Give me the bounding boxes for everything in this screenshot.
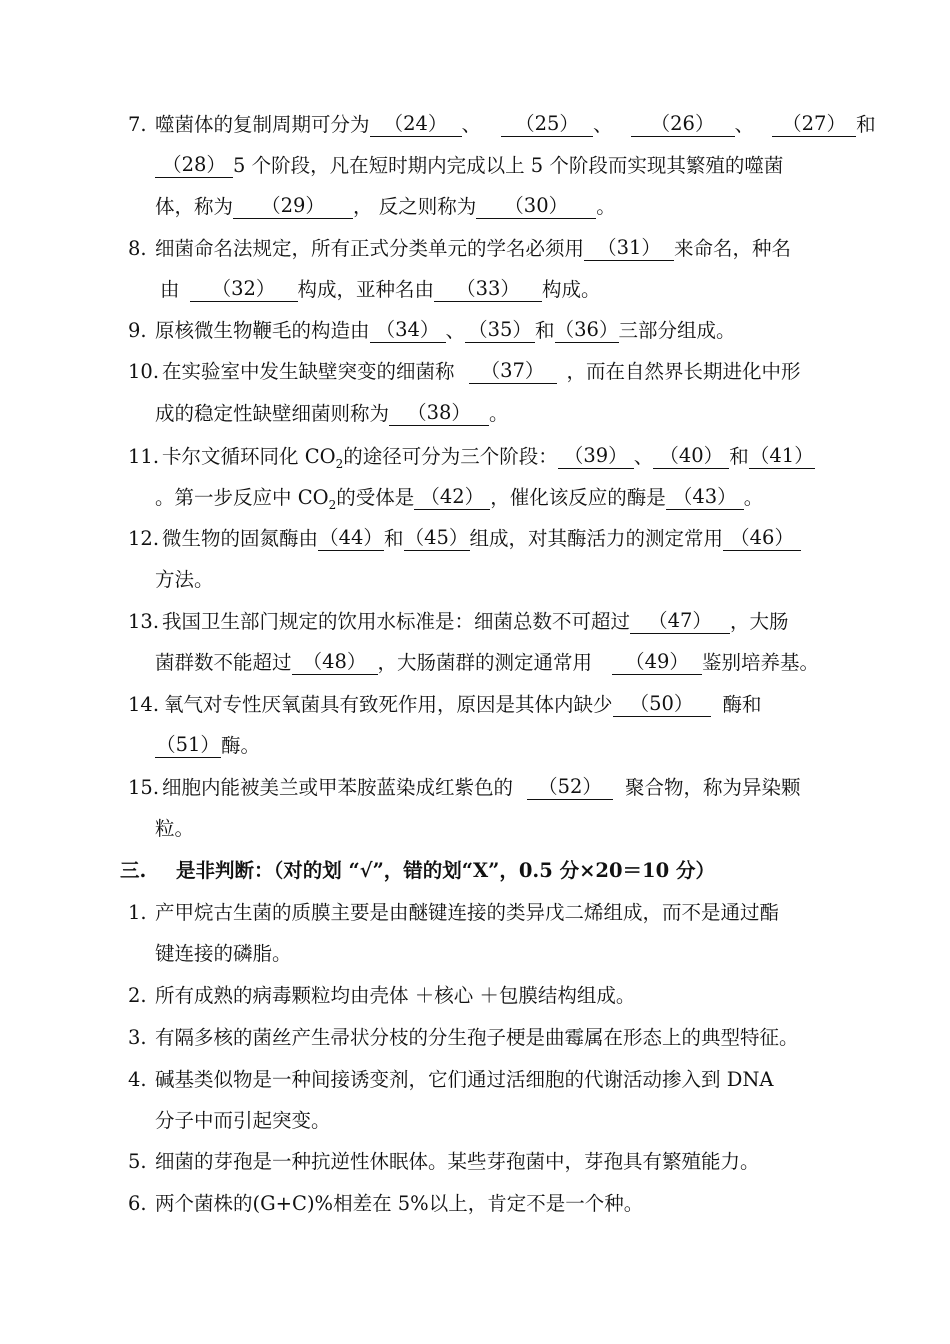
blank-25[interactable]: （25） xyxy=(501,109,593,137)
section3-number: 三. xyxy=(120,859,147,882)
blank-48[interactable]: （48） xyxy=(292,647,378,675)
blank-47[interactable]: （47） xyxy=(630,606,730,634)
tf-item-3: 3. 有隔多核的菌丝产生帚状分枝的分生孢子梗是曲霉属在形态上的典型特征。 xyxy=(0,1022,950,1054)
blank-28[interactable]: （28） xyxy=(155,150,233,178)
q15-line-1: 15. 细胞内能被美兰或甲苯胺蓝染成红紫色的 （52） 聚合物，称为异染颗 xyxy=(0,772,950,804)
q14-line-2: （51）酶。 xyxy=(0,730,950,762)
q15-number: 15. xyxy=(128,776,160,799)
tf-item-2: 2. 所有成熟的病毒颗粒均由壳体 ＋核心 ＋包膜结构组成。 xyxy=(0,980,950,1012)
tf-item-4: 4. 碱基类似物是一种间接诱变剂，它们通过活细胞的代谢活动掺入到 DNA xyxy=(0,1064,950,1096)
q12-line-1: 12. 微生物的固氮酶由（44）和（45）组成，对其酶活力的测定常用 （46） xyxy=(0,523,950,555)
blank-26[interactable]: （26） xyxy=(631,109,735,137)
blank-39[interactable]: （39） xyxy=(558,441,634,469)
q10-line-2: 成的稳定性缺壁细菌则称为 （38） 。 xyxy=(0,398,950,430)
blank-29[interactable]: （29） xyxy=(233,191,353,219)
blank-52[interactable]: （52） xyxy=(527,772,613,800)
tf-number: 4. xyxy=(128,1068,147,1091)
q14-number: 14. xyxy=(128,693,160,716)
blank-49[interactable]: （49） xyxy=(612,647,702,675)
tf-item-1-cont: 键连接的磷脂。 xyxy=(155,942,292,965)
q15-line-2: 粒。 xyxy=(155,817,195,840)
q10-line-1: 10. 在实验室中发生缺壁突变的细菌称 （37） ，而在自然界长期进化中形 xyxy=(0,356,950,388)
q14-line-1: 14. 氧气对专性厌氧菌具有致死作用，原因是其体内缺少 （50） 酶和 xyxy=(0,689,950,721)
tf-item-4-cont: 分子中而引起突变。 xyxy=(155,1109,331,1132)
q8-number: 8. xyxy=(128,237,147,260)
tf-item-1: 1. 产甲烷古生菌的质膜主要是由醚键连接的类异戊二烯组成，而不是通过酯 xyxy=(0,897,950,929)
blank-31[interactable]: （31） xyxy=(584,233,674,261)
blank-45[interactable]: （45） xyxy=(404,523,470,551)
q11-line-2: 。第一步反应中 $CO_2$的受体是 （42） ，催化该反应的酶是 （43） 。 xyxy=(0,482,950,514)
q12-line-2: 方法。 xyxy=(155,568,214,591)
q13-number: 13. xyxy=(128,610,160,633)
blank-41[interactable]: （41） xyxy=(749,441,815,469)
blank-40[interactable]: （40） xyxy=(653,441,729,469)
tf-number: 3. xyxy=(128,1026,147,1049)
q12-number: 12. xyxy=(128,527,160,550)
q8-line-2: 由 （32） 构成，亚种名由 （33） 构成。 xyxy=(0,274,950,306)
blank-37[interactable]: （37） xyxy=(469,356,557,384)
q7-number: 7. xyxy=(128,113,147,136)
blank-35[interactable]: （35） xyxy=(465,315,535,343)
blank-30[interactable]: （30） xyxy=(476,191,596,219)
tf-number: 6. xyxy=(128,1192,147,1215)
blank-38[interactable]: （38） xyxy=(389,398,489,426)
blank-32[interactable]: （32） xyxy=(190,274,298,302)
blank-42[interactable]: （42） xyxy=(414,482,490,510)
blank-24[interactable]: （24） xyxy=(370,109,462,137)
q9-number: 9. xyxy=(128,319,147,342)
blank-46[interactable]: （46） xyxy=(723,523,801,551)
q7-line-3: 体，称为 （29） ， 反之则称为 （30） 。 xyxy=(0,191,950,223)
q13-line-1: 13. 我国卫生部门规定的饮用水标准是：细菌总数不可超过 （47） ，大肠 xyxy=(0,606,950,638)
tf-number: 2. xyxy=(128,984,147,1007)
blank-50[interactable]: （50） xyxy=(613,689,711,717)
q8-line-1: 8. 细菌命名法规定，所有正式分类单元的学名必须用 （31） 来命名，种名 xyxy=(0,233,950,265)
tf-number: 5. xyxy=(128,1150,147,1173)
blank-51[interactable]: （51） xyxy=(155,730,221,758)
q11-number: 11. xyxy=(128,445,160,468)
blank-34[interactable]: （34） xyxy=(370,315,446,343)
q13-line-2: 菌群数不能超过 （48） ，大肠菌群的测定通常用 （49） 鉴别培养基。 xyxy=(0,647,950,679)
blank-36[interactable]: （36） xyxy=(555,315,619,343)
q7-line-2: （28） 5 个阶段，凡在短时期内完成以上 5 个阶段而实现其繁殖的噬菌 xyxy=(0,150,950,182)
blank-44[interactable]: （44） xyxy=(318,523,384,551)
tf-item-6: 6. 两个菌株的(G+C)%相差在 5%以上，肯定不是一个种。 xyxy=(0,1188,950,1220)
tf-number: 1. xyxy=(128,901,147,924)
blank-33[interactable]: （33） xyxy=(434,274,542,302)
section3-title: 是非判断：（对的划 “√”，错的划“X”，0.5 分×20＝10 分） xyxy=(176,859,715,882)
q7-text: 噬菌体的复制周期可分为 （24） 、 （25） 、 （26） 、 （27） 和 xyxy=(155,109,876,141)
q10-number: 10. xyxy=(128,360,160,383)
q7-line-1 xyxy=(0,109,950,141)
blank-27[interactable]: （27） xyxy=(772,109,856,137)
tf-item-5: 5. 细菌的芽孢是一种抗逆性休眠体。某些芽孢菌中，芽孢具有繁殖能力。 xyxy=(0,1146,950,1178)
q9-line-1: 9. 原核微生物鞭毛的构造由 （34） 、 （35） 和（36）三部分组成。 xyxy=(0,315,950,347)
section3-heading xyxy=(0,855,950,887)
blank-43[interactable]: （43） xyxy=(666,482,744,510)
q11-line-1: 11. 卡尔文循环同化 $CO_2$的途径可分为三个阶段： （39） 、 （40） 和（41） xyxy=(0,441,950,473)
